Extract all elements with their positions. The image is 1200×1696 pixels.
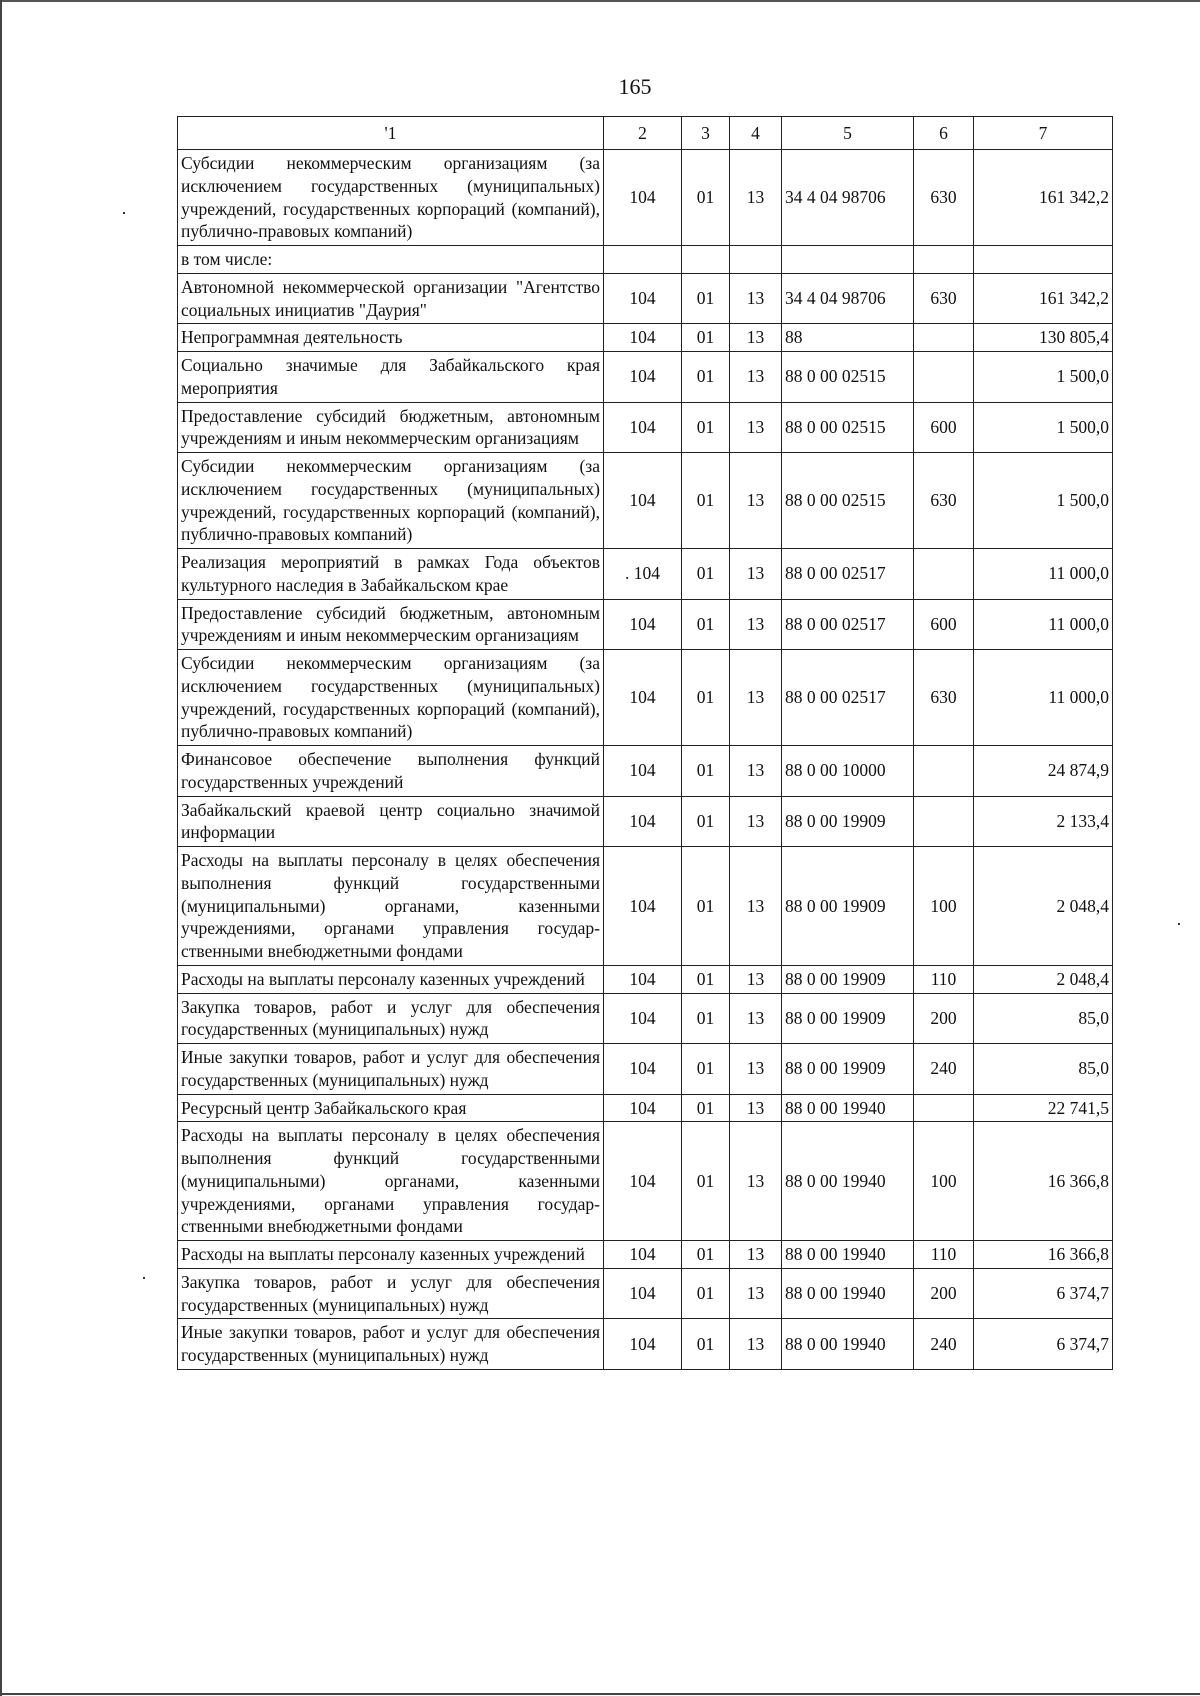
target-article-code: 88 0 00 02515 <box>782 453 914 549</box>
ministry-code: 104 <box>604 1094 682 1122</box>
table-row <box>178 1094 1113 1122</box>
scan-speck <box>123 212 125 214</box>
section-code: 01 <box>682 746 730 797</box>
subsection-code: 13 <box>730 993 782 1044</box>
ministry-code: 104 <box>604 1268 682 1319</box>
expense-type-code: 240 <box>914 1319 974 1370</box>
ministry-code: 104 <box>604 746 682 797</box>
subsection-code <box>730 246 782 274</box>
subsection-code: 13 <box>730 1268 782 1319</box>
subsection-code: 13 <box>730 324 782 352</box>
item-name: Предоставление субсидий бюджетным, автономным учреждениям и иным некоммерческим организациям <box>178 402 604 453</box>
amount: 2 133,4 <box>974 796 1113 847</box>
expense-type-code <box>914 246 974 274</box>
table-row <box>178 273 1113 324</box>
expense-type-code <box>914 324 974 352</box>
table-row <box>178 599 1113 650</box>
column-header: 6 <box>914 117 974 150</box>
subsection-code: 13 <box>730 650 782 746</box>
item-name: Субсидии некоммерческим организациям (за исключением государственных (муниципальных) учреждений, государственных корпораций (компаний), публично-правовых компаний) <box>178 150 604 246</box>
item-name: Закупка товаров, работ и услуг для обеспечения государственных (муниципальных) нужд <box>178 993 604 1044</box>
section-code: 01 <box>682 402 730 453</box>
table-row <box>178 746 1113 797</box>
target-article-code: 88 0 00 19940 <box>782 1122 914 1241</box>
target-article-code: 88 0 00 19940 <box>782 1268 914 1319</box>
ministry-code: 104 <box>604 324 682 352</box>
table-row <box>178 993 1113 1044</box>
page-number: 165 <box>618 74 652 99</box>
item-name: Забайкальский краевой центр социально значимой информации <box>178 796 604 847</box>
ministry-code: 104 <box>604 1319 682 1370</box>
expense-type-code <box>914 1094 974 1122</box>
table-row <box>178 1268 1113 1319</box>
item-name: Ресурсный центр Забайкальского края <box>178 1094 604 1122</box>
amount: 6 374,7 <box>974 1268 1113 1319</box>
target-article-code: 88 0 00 02517 <box>782 549 914 600</box>
item-name: Автономной некоммерческой организации "Агентство социальных инициатив "Даурия" <box>178 273 604 324</box>
section-code: 01 <box>682 796 730 847</box>
ministry-code: 104 <box>604 599 682 650</box>
ministry-code: 104 <box>604 993 682 1044</box>
target-article-code: 88 0 00 19909 <box>782 847 914 966</box>
expense-type-code: 630 <box>914 650 974 746</box>
target-article-code: 88 <box>782 324 914 352</box>
target-article-code: 88 0 00 19909 <box>782 1044 914 1095</box>
subsection-code: 13 <box>730 549 782 600</box>
item-name: Расходы на выплаты персоналу казенных учреждений <box>178 965 604 993</box>
table-row <box>178 1241 1113 1269</box>
target-article-code: 88 0 00 19909 <box>782 796 914 847</box>
expense-type-code <box>914 352 974 403</box>
amount: 1 500,0 <box>974 453 1113 549</box>
item-name: Субсидии некоммерческим организациям (за исключением государственных (муниципальных) учреждений, государственных корпораций (компаний), публично-правовых компаний) <box>178 650 604 746</box>
scan-speck <box>1178 923 1180 925</box>
item-name: Социально значимые для Забайкальского края мероприятия <box>178 352 604 403</box>
table-row <box>178 549 1113 600</box>
expense-type-code: 200 <box>914 1268 974 1319</box>
item-name: Финансовое обеспечение выполнения функций государственных учреждений <box>178 746 604 797</box>
expense-type-code: 200 <box>914 993 974 1044</box>
amount: 161 342,2 <box>974 150 1113 246</box>
expense-type-code: 630 <box>914 453 974 549</box>
column-header: '1 <box>178 117 604 150</box>
expense-type-code <box>914 746 974 797</box>
item-name: в том числе: <box>178 246 604 274</box>
expense-type-code <box>914 549 974 600</box>
section-code: 01 <box>682 273 730 324</box>
item-name: Иные закупки товаров, работ и услуг для обеспечения государственных (муниципальных) нужд <box>178 1044 604 1095</box>
item-name: Субсидии некоммерческим организациям (за исключением государственных (муниципальных) учреждений, государственных корпораций (компаний), публично-правовых компаний) <box>178 453 604 549</box>
target-article-code: 88 0 00 19909 <box>782 993 914 1044</box>
table-row <box>178 246 1113 274</box>
section-code: 01 <box>682 650 730 746</box>
target-article-code: 88 0 00 02515 <box>782 402 914 453</box>
item-name: Реализация мероприятий в рамках Года объектов культурного наследия в Забайкальском крае <box>178 549 604 600</box>
target-article-code: 88 0 00 02515 <box>782 352 914 403</box>
section-code: 01 <box>682 453 730 549</box>
table-row <box>178 324 1113 352</box>
item-name: Расходы на выплаты персоналу в целях обеспечения выполнения функций государственными (муниципальными) органами, казенными учреждениями, органами управления государственными внебюджетными фондами <box>178 1122 604 1241</box>
subsection-code: 13 <box>730 965 782 993</box>
target-article-code: 88 0 00 19940 <box>782 1319 914 1370</box>
item-name: Иные закупки товаров, работ и услуг для обеспечения государственных (муниципальных) нужд <box>178 1319 604 1370</box>
amount: 16 366,8 <box>974 1122 1113 1241</box>
target-article-code: 34 4 04 98706 <box>782 150 914 246</box>
section-code: 01 <box>682 1241 730 1269</box>
table-row <box>178 1122 1113 1241</box>
expense-type-code: 600 <box>914 599 974 650</box>
subsection-code: 13 <box>730 1122 782 1241</box>
item-name: Предоставление субсидий бюджетным, автономным учреждениям и иным некоммерческим организациям <box>178 599 604 650</box>
table-header <box>178 117 1113 150</box>
section-code: 01 <box>682 847 730 966</box>
table-row <box>178 1319 1113 1370</box>
table-row <box>178 965 1113 993</box>
target-article-code: 88 0 00 19940 <box>782 1094 914 1122</box>
ministry-code: 104 <box>604 1044 682 1095</box>
section-code: 01 <box>682 324 730 352</box>
budget-table <box>177 116 1113 1370</box>
ministry-code: 104 <box>604 1241 682 1269</box>
section-code: 01 <box>682 150 730 246</box>
scan-border-left <box>0 0 2 1696</box>
subsection-code: 13 <box>730 1044 782 1095</box>
section-code: 01 <box>682 1268 730 1319</box>
subsection-code: 13 <box>730 273 782 324</box>
header-row <box>178 117 1113 150</box>
expense-type-code: 240 <box>914 1044 974 1095</box>
ministry-code: 104 <box>604 650 682 746</box>
target-article-code: 88 0 00 02517 <box>782 650 914 746</box>
amount: 24 874,9 <box>974 746 1113 797</box>
subsection-code: 13 <box>730 352 782 403</box>
scan-speck <box>143 1277 145 1279</box>
table-row <box>178 1044 1113 1095</box>
scan-border-top <box>0 0 1200 2</box>
subsection-code: 13 <box>730 453 782 549</box>
expense-type-code: 110 <box>914 1241 974 1269</box>
target-article-code: 88 0 00 10000 <box>782 746 914 797</box>
item-name: Расходы на выплаты персоналу казенных учреждений <box>178 1241 604 1269</box>
ministry-code: 104 <box>604 1122 682 1241</box>
ministry-code: 104 <box>604 273 682 324</box>
table-row <box>178 847 1113 966</box>
expense-type-code: 600 <box>914 402 974 453</box>
section-code: 01 <box>682 549 730 600</box>
amount: 22 741,5 <box>974 1094 1113 1122</box>
ministry-code: 104 <box>604 150 682 246</box>
amount: 1 500,0 <box>974 352 1113 403</box>
target-article-code: 88 0 00 19909 <box>782 965 914 993</box>
subsection-code: 13 <box>730 847 782 966</box>
table-row <box>178 150 1113 246</box>
amount: 161 342,2 <box>974 273 1113 324</box>
table-row <box>178 453 1113 549</box>
amount: 11 000,0 <box>974 650 1113 746</box>
subsection-code: 13 <box>730 1094 782 1122</box>
ministry-code: 104 <box>604 352 682 403</box>
section-code: 01 <box>682 599 730 650</box>
subsection-code: 13 <box>730 796 782 847</box>
subsection-code: 13 <box>730 1319 782 1370</box>
column-header: 4 <box>730 117 782 150</box>
item-name: Закупка товаров, работ и услуг для обеспечения государственных (муниципальных) нужд <box>178 1268 604 1319</box>
target-article-code: 88 0 00 02517 <box>782 599 914 650</box>
column-header: 2 <box>604 117 682 150</box>
ministry-code: 104 <box>604 402 682 453</box>
amount: 130 805,4 <box>974 324 1113 352</box>
section-code: 01 <box>682 993 730 1044</box>
amount: 2 048,4 <box>974 847 1113 966</box>
ministry-code: 104 <box>604 453 682 549</box>
amount: 11 000,0 <box>974 549 1113 600</box>
expense-type-code: 630 <box>914 273 974 324</box>
table-row <box>178 352 1113 403</box>
section-code: 01 <box>682 1044 730 1095</box>
section-code: 01 <box>682 1122 730 1241</box>
item-name: Непрограммная деятельность <box>178 324 604 352</box>
column-header: 3 <box>682 117 730 150</box>
subsection-code: 13 <box>730 150 782 246</box>
ministry-code: 104 <box>604 965 682 993</box>
column-header: 7 <box>974 117 1113 150</box>
amount: 2 048,4 <box>974 965 1113 993</box>
section-code: 01 <box>682 1319 730 1370</box>
amount: 16 366,8 <box>974 1241 1113 1269</box>
expense-type-code: 100 <box>914 1122 974 1241</box>
target-article-code: 88 0 00 19940 <box>782 1241 914 1269</box>
section-code: 01 <box>682 352 730 403</box>
amount: 85,0 <box>974 993 1113 1044</box>
table-row <box>178 650 1113 746</box>
ministry-code <box>604 246 682 274</box>
ministry-code: . 104 <box>604 549 682 600</box>
ministry-code: 104 <box>604 796 682 847</box>
table-row <box>178 402 1113 453</box>
subsection-code: 13 <box>730 599 782 650</box>
target-article-code <box>782 246 914 274</box>
section-code: 01 <box>682 1094 730 1122</box>
expense-type-code <box>914 796 974 847</box>
table-body <box>178 150 1113 1370</box>
subsection-code: 13 <box>730 746 782 797</box>
scan-border-bottom <box>0 1693 1200 1695</box>
amount: 1 500,0 <box>974 402 1113 453</box>
amount: 6 374,7 <box>974 1319 1113 1370</box>
amount: 85,0 <box>974 1044 1113 1095</box>
expense-type-code: 100 <box>914 847 974 966</box>
section-code <box>682 246 730 274</box>
table-row <box>178 796 1113 847</box>
ministry-code: 104 <box>604 847 682 966</box>
amount <box>974 246 1113 274</box>
item-name: Расходы на выплаты персоналу в целях обеспечения выполнения функций государственными (муниципальными) органами, казенными учреждениями, органами управления государственными внебюджетными фондами <box>178 847 604 966</box>
subsection-code: 13 <box>730 402 782 453</box>
section-code: 01 <box>682 965 730 993</box>
expense-type-code: 630 <box>914 150 974 246</box>
expense-type-code: 110 <box>914 965 974 993</box>
subsection-code: 13 <box>730 1241 782 1269</box>
column-header: 5 <box>782 117 914 150</box>
target-article-code: 34 4 04 98706 <box>782 273 914 324</box>
amount: 11 000,0 <box>974 599 1113 650</box>
